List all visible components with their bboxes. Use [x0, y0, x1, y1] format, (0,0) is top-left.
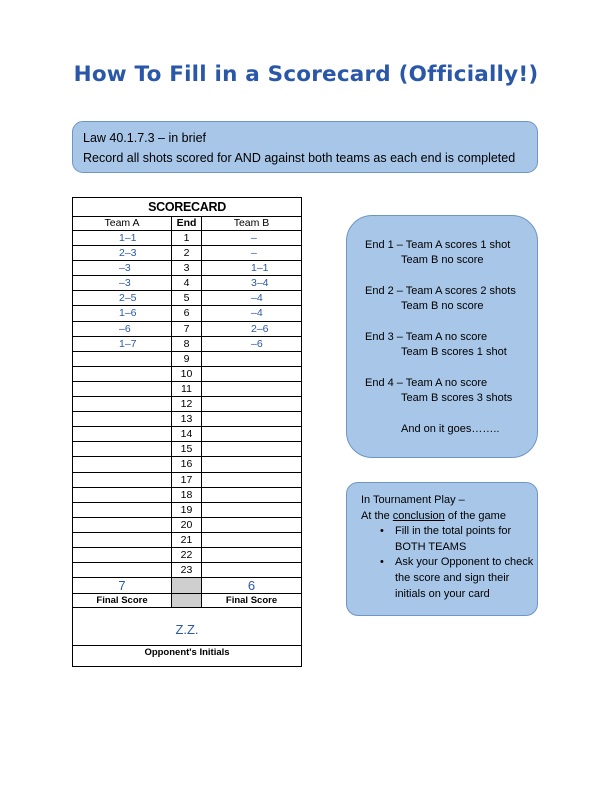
- end-number-cell: 12: [172, 397, 202, 411]
- team-b-score-cell: 3–4: [251, 277, 269, 290]
- team-b-header: Team B: [233, 217, 270, 229]
- conclusion-pre: At the: [361, 509, 393, 522]
- end-line-1: End 3 – Team A no score: [365, 331, 488, 343]
- final-score-team-a: [73, 578, 172, 593]
- scorecard-row: [73, 276, 301, 291]
- scorecard-row: [73, 382, 301, 397]
- end-line-1: End 4 – Team A no score: [365, 377, 488, 389]
- final-score-label-a: Final Score: [73, 594, 172, 607]
- team-b-score-cell: [202, 548, 301, 562]
- scorecard-row: [73, 352, 301, 367]
- end-number-cell: 9: [172, 352, 202, 366]
- end-explanation: [365, 330, 537, 360]
- team-a-score-cell: 1–6: [73, 306, 172, 320]
- end-line-2: Team B no score: [401, 254, 484, 266]
- team-b-score-cell: 2–6: [251, 322, 269, 335]
- end-number-cell: 17: [172, 473, 202, 487]
- law-summary-box: [72, 121, 538, 173]
- team-a-score-cell: –3: [73, 261, 172, 275]
- end-number-cell: 16: [172, 457, 202, 471]
- team-b-score-cell: [202, 412, 301, 426]
- team-a-score-cell: [73, 473, 172, 487]
- team-b-score-cell: [202, 352, 301, 366]
- scorecard-row: [73, 261, 301, 276]
- team-b-score-cell: –: [251, 247, 257, 260]
- end-number-cell: 7: [172, 322, 202, 336]
- end-line-1: End 2 – Team A scores 2 shots: [365, 285, 516, 297]
- team-b-score-cell: [202, 503, 301, 517]
- end-header: End: [172, 217, 202, 230]
- final-score-team-b-value: 6: [247, 578, 256, 594]
- tournament-instructions: [361, 524, 537, 602]
- scorecard-row: [73, 322, 301, 337]
- team-b-score-cell: [202, 382, 301, 396]
- final-score-label-b: Final Score: [225, 595, 278, 607]
- scorecard-row: [73, 488, 301, 503]
- team-a-score-cell: [73, 548, 172, 562]
- opponent-initials-area: [73, 608, 301, 646]
- final-score-row: [73, 578, 301, 594]
- team-a-score-cell: 2–3: [73, 246, 172, 260]
- tournament-heading: In Tournament Play –: [361, 494, 465, 506]
- end-number-cell: 11: [172, 382, 202, 396]
- opponent-initials-value: Z.Z.: [175, 622, 199, 638]
- scorecard-row: [73, 231, 301, 246]
- team-a-score-cell: 2–5: [73, 291, 172, 305]
- team-a-score-cell: [73, 442, 172, 456]
- scorecard-row: [73, 503, 301, 518]
- team-b-score-cell: [202, 518, 301, 532]
- final-score-team-b: [202, 578, 301, 593]
- team-a-score-cell: 1–7: [73, 337, 172, 351]
- ends-explanation-box: [346, 215, 538, 458]
- team-a-score-cell: –3: [73, 276, 172, 290]
- end-number-cell: 14: [172, 427, 202, 441]
- scorecard-row: [73, 397, 301, 412]
- end-number-cell: 4: [172, 276, 202, 290]
- team-a-score-cell: [73, 457, 172, 471]
- team-b-score-cell: 1–1: [251, 262, 269, 275]
- and-on-it-goes-text: And on it goes……..: [401, 423, 500, 435]
- instruction-text: Fill in the total points for BOTH TEAMS: [395, 525, 512, 553]
- team-a-score-cell: [73, 503, 172, 517]
- team-a-score-cell: [73, 352, 172, 366]
- end-number-cell: 3: [172, 261, 202, 275]
- end-line-2: Team B scores 1 shot: [401, 346, 507, 358]
- team-a-score-cell: [73, 382, 172, 396]
- end-number-cell: 19: [172, 503, 202, 517]
- conclusion-post: of the game: [444, 509, 506, 522]
- bullet-icon: •: [380, 556, 384, 569]
- team-a-score-cell: [73, 397, 172, 411]
- end-number-cell: 6: [172, 306, 202, 320]
- end-line-1: End 1 – Team A scores 1 shot: [365, 239, 511, 251]
- scorecard: [72, 197, 302, 667]
- instruction-text: Ask your Opponent to check the score and sign their initials on your card: [395, 556, 534, 600]
- scorecard-row: [73, 518, 301, 533]
- team-b-score-cell: [202, 427, 301, 441]
- tournament-instruction-item: [380, 555, 537, 602]
- team-a-score-cell: [73, 518, 172, 532]
- team-b-score-cell: [202, 473, 301, 487]
- team-a-score-cell: [73, 367, 172, 381]
- tournament-play-box: [346, 482, 538, 616]
- team-b-score-cell: [202, 533, 301, 547]
- team-a-score-cell: [73, 427, 172, 441]
- scorecard-row: [73, 427, 301, 442]
- team-b-score-cell: [202, 367, 301, 381]
- bullet-icon: •: [380, 525, 384, 538]
- tournament-instruction-item: [380, 524, 537, 555]
- team-b-score-cell: [202, 442, 301, 456]
- end-number-cell: 2: [172, 246, 202, 260]
- end-number-cell: 1: [172, 231, 202, 245]
- end-line-2: Team B no score: [401, 300, 484, 312]
- final-score-label-end-cell: [172, 594, 202, 607]
- opponent-initials-label: Opponent's Initials: [144, 647, 230, 659]
- final-score-label-row: [73, 594, 301, 608]
- page-title: How To Fill in a Scorecard (Officially!): [73, 62, 539, 87]
- team-b-score-cell: [202, 397, 301, 411]
- team-b-score-cell: [202, 563, 301, 577]
- scorecard-title: SCORECARD: [73, 198, 301, 217]
- scorecard-row: [73, 533, 301, 548]
- team-b-score-cell: [202, 488, 301, 502]
- team-a-score-cell: [73, 533, 172, 547]
- scorecard-grid: [73, 217, 301, 578]
- conclusion-word: conclusion: [392, 509, 445, 522]
- end-explanation: [365, 376, 537, 406]
- end-number-cell: 21: [172, 533, 202, 547]
- scorecard-header-row: [73, 217, 301, 231]
- scorecard-row: [73, 306, 301, 321]
- team-a-score-cell: [73, 412, 172, 426]
- tournament-conclusion-line: [361, 509, 537, 525]
- scorecard-row: [73, 412, 301, 427]
- scorecard-row: [73, 291, 301, 306]
- scorecard-row: [73, 337, 301, 352]
- end-explanation: [365, 238, 537, 268]
- law-description: Record all shots scored for AND against both teams as each end is completed: [83, 151, 516, 165]
- end-number-cell: 22: [172, 548, 202, 562]
- scorecard-row: [73, 473, 301, 488]
- team-a-header: Team A: [73, 217, 172, 230]
- end-number-cell: 23: [172, 563, 202, 577]
- end-number-cell: 18: [172, 488, 202, 502]
- team-b-score-cell: –4: [251, 292, 263, 305]
- scorecard-row: [73, 563, 301, 578]
- final-score-team-a-value: 7: [118, 578, 126, 594]
- end-explanation: [365, 284, 537, 314]
- scorecard-row: [73, 457, 301, 472]
- team-a-score-cell: [73, 488, 172, 502]
- team-a-score-cell: –6: [73, 322, 172, 336]
- end-number-cell: 10: [172, 367, 202, 381]
- end-line-2: Team B scores 3 shots: [401, 392, 513, 404]
- team-b-score-cell: [202, 457, 301, 471]
- team-b-score-cell: –6: [251, 337, 263, 350]
- end-number-cell: 8: [172, 337, 202, 351]
- scorecard-row: [73, 548, 301, 563]
- end-number-cell: 20: [172, 518, 202, 532]
- end-number-cell: 5: [172, 291, 202, 305]
- final-score-end-cell: [172, 578, 202, 593]
- end-number-cell: 13: [172, 412, 202, 426]
- law-reference: Law 40.1.7.3 – in brief: [83, 131, 206, 145]
- scorecard-row: [73, 442, 301, 457]
- team-b-score-cell: –: [251, 232, 257, 244]
- scorecard-rows: [73, 231, 301, 578]
- scorecard-row: [73, 246, 301, 261]
- team-b-score-cell: –4: [251, 307, 263, 320]
- scorecard-row: [73, 367, 301, 382]
- team-a-score-cell: 1–1: [73, 231, 172, 245]
- team-a-score-cell: [73, 563, 172, 577]
- end-number-cell: 15: [172, 442, 202, 456]
